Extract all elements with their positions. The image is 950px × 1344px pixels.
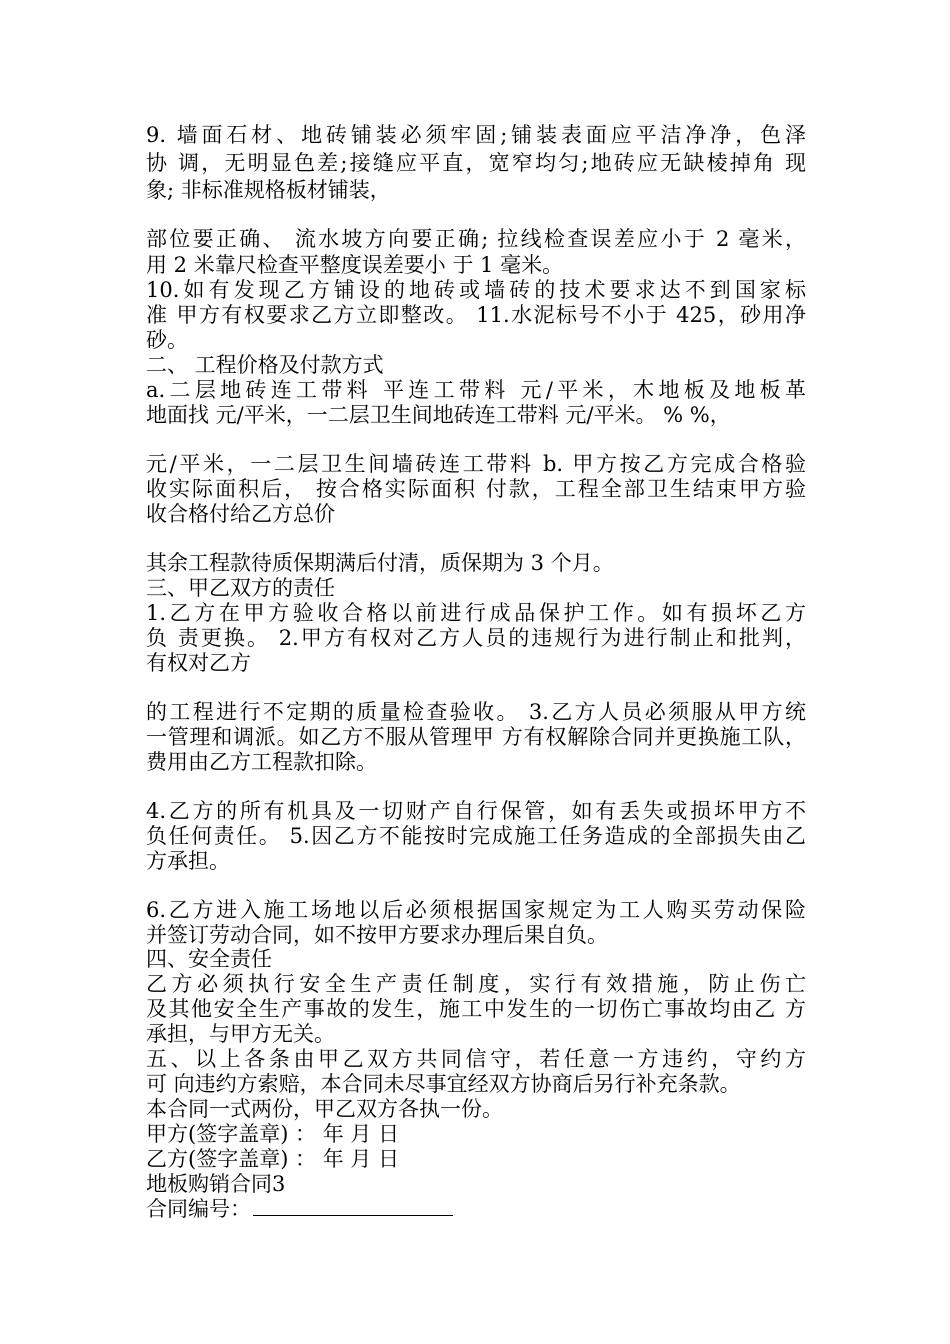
contract-number-label: 合同编号： xyxy=(146,1197,251,1221)
text-line: 协 调，无明显色差;接缝应平直，宽窄均匀;地砖应无缺棱掉角 现 xyxy=(146,151,806,175)
text-line: 6.乙方进入施工场地以后必须根据国家规定为工人购买劳动保险 xyxy=(146,898,806,922)
text-line: 五、以上各条由甲乙双方共同信守，若任意一方违约，守约方 xyxy=(146,1047,806,1071)
text-line: 砂。 xyxy=(146,328,188,352)
text-line: 其余工程款待质保期满后付清，质保期为 3 个月。 xyxy=(146,551,614,575)
text-line: 9. 墙面石材、地砖铺装必须牢固;铺装表面应平洁净净，色泽 xyxy=(146,123,806,147)
text-line: 收实际面积后， 按合格实际面积 付款，工程全部卫生结束甲方验 xyxy=(146,477,806,501)
text-line: 部位要正确、 流水坡方向要正确; 拉线检查误差应小于 2 毫米， xyxy=(146,227,806,251)
contract-number-blank xyxy=(253,1197,453,1216)
text-line: 1.乙方在甲方验收合格以前进行成品保护工作。如有损坏乙方 xyxy=(146,601,806,625)
document-title: 地板购销合同3 xyxy=(146,1172,286,1196)
contract-number-line xyxy=(146,1196,453,1222)
signature-line-party-a: 甲方(签字盖章) ： 年 月 日 xyxy=(146,1122,400,1146)
text-line: 用 2 米靠尺检查平整度误差要小 于 1 毫米。 xyxy=(146,253,564,277)
text-line: 可 向违约方索赔，本合同未尽事宜经双方协商后另行补充条款。 xyxy=(146,1072,741,1096)
signature-line-party-b: 乙方(签字盖章) ： 年 月 日 xyxy=(146,1147,400,1171)
text-line: 有权对乙方 xyxy=(146,651,251,675)
section-heading: 三、甲乙双方的责任 xyxy=(146,576,335,600)
text-line: 本合同一式两份，甲乙双方各执一份。 xyxy=(146,1097,503,1121)
text-line: 负 责更换。 2.甲方有权对乙方人员的违规行为进行制止和批判， xyxy=(146,626,806,650)
text-line: 收合格付给乙方总价 xyxy=(146,502,335,526)
text-line: 一管理和调派。如乙方不服从管理甲 方有权解除合同并更换施工队， xyxy=(146,725,806,749)
text-line: 方承担。 xyxy=(146,849,230,873)
text-line: 并签订劳动合同，如不按甲方要求办理后果自负。 xyxy=(146,923,608,947)
text-line: 准 甲方有权要求乙方立即整改。 11.水泥标号不小于 425，砂用净 xyxy=(146,303,806,327)
text-line: 负任何责任。 5.因乙方不能按时完成施工任务造成的全部损失由乙 xyxy=(146,824,806,848)
text-line: 象; 非标准规格板材铺装， xyxy=(146,178,391,202)
text-line: 元/平米，一二层卫生间墙砖连工带料 b. 甲方按乙方完成合格验 xyxy=(146,452,806,476)
text-line: 费用由乙方工程款扣除。 xyxy=(146,750,377,774)
section-heading: 四、安全责任 xyxy=(146,947,272,971)
text-line: 承担，与甲方无关。 xyxy=(146,1022,335,1046)
text-line: 4.乙方的所有机具及一切财产自行保管，如有丢失或损坏甲方不 xyxy=(146,799,806,823)
section-heading: 二、 工程价格及付款方式 xyxy=(146,353,384,377)
text-line: 及其他安全生产事故的发生，施工中发生的一切伤亡事故均由乙 方 xyxy=(146,997,806,1021)
text-line: 地面找 元/平米，一二层卫生间地砖连工带料 元/平米。 % %， xyxy=(146,403,731,427)
text-line: 乙方必须执行安全生产责任制度，实行有效措施，防止伤亡 xyxy=(146,972,806,996)
text-line: a.二层地砖连工带料 平连工带料 元/平米，木地板及地板革 xyxy=(146,378,806,402)
text-line: 10.如有发现乙方铺设的地砖或墙砖的技术要求达不到国家标 xyxy=(146,278,806,302)
text-line: 的工程进行不定期的质量检查验收。 3.乙方人员必须服从甲方统 xyxy=(146,700,806,724)
